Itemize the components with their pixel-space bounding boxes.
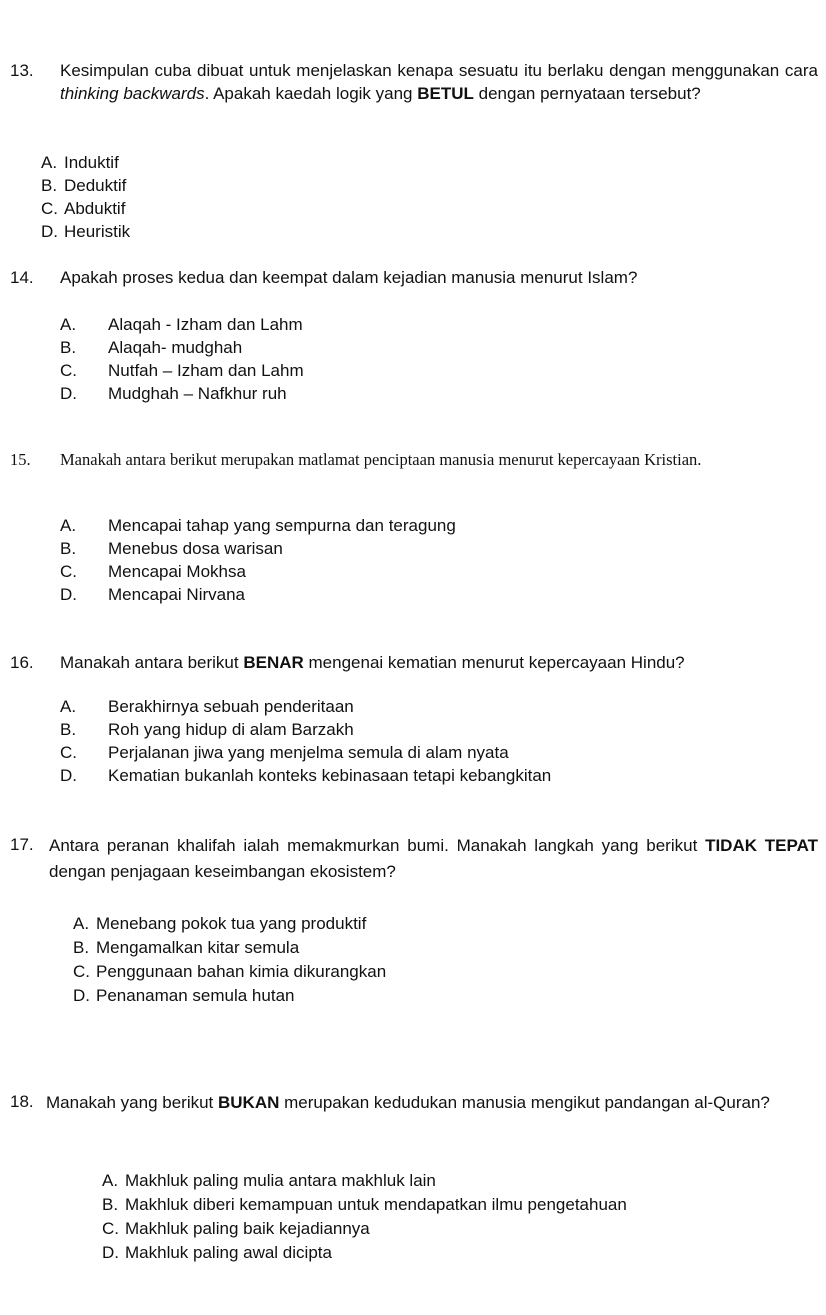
question-15: 15. Manakah antara berikut merupakan matlamat penciptaan manusia menurut kepercayaan Kristian. A. Mencapai tahap yang sempurna dan teragung B. Menebus dosa warisan C. Mencapai Mokhsa D. Mencapai Nirvana: [10, 448, 818, 471]
question-stem: [10, 448, 818, 471]
question-18: 18. Manakah yang berikut BUKAN merupakan kedudukan manusia mengikut pandangan al-Quran? A. Makhluk paling mulia antara makhluk lain B. Makhluk diberi kemampuan untuk mendapatkan ilmu pengetahuan C. Makhluk paling baik kejadiannya D. Makhluk paling awal dicipta: [10, 1090, 818, 1116]
question-number: 16.: [10, 653, 34, 672]
question-17: 17. Antara peranan khalifah ialah memakmurkan bumi. Manakah langkah yang berikut TIDAK TEPAT dengan penjagaan keseimbangan ekosistem? A. Menebang pokok tua yang produktif B. Mengamalkan kitar semula C. Penggunaan bahan kimia dikurangkan D. Penanaman semula hutan: [10, 835, 818, 1005]
stem-text: dengan pernyataan tersebut?: [473, 84, 701, 103]
question-number: 17.: [10, 835, 34, 854]
question-stem: [10, 266, 818, 289]
stem-text: dengan penjagaan keseimbangan ekosistem?: [49, 862, 396, 881]
question-stem: [10, 651, 818, 674]
stem-text: Apakah proses kedua dan keempat dalam kejadian manusia menurut Islam?: [60, 268, 638, 287]
question-14: 14. Apakah proses kedua dan keempat dalam kejadian manusia menurut Islam? A. Alaqah - Izham dan Lahm B. Alaqah- mudghah C. Nutfah – Izham dan Lahm D. Mudghah – Nafkhur ruh: [10, 266, 818, 289]
stem-bold: TIDAK TEPAT: [705, 836, 818, 855]
stem-emphasis: thinking backwards: [60, 84, 205, 103]
stem-text: merupakan kedudukan manusia mengikut pandangan al-Quran?: [279, 1093, 770, 1112]
question-number: 15.: [10, 450, 31, 469]
question-number: 13.: [10, 61, 34, 80]
stem-text: Kesimpulan cuba dibuat untuk menjelaskan kenapa sesuatu itu berlaku dengan menggunakan cara: [60, 61, 818, 80]
stem-text: Antara peranan khalifah ialah memakmurkan bumi. Manakah langkah yang berikut: [49, 836, 706, 855]
question-16: 16. Manakah antara berikut BENAR mengenai kematian menurut kepercayaan Hindu? A. Berakhirnya sebuah penderitaan B. Roh yang hidup di alam Barzakh C. Perjalanan jiwa yang menjelma semula di alam nyata D. Kematian bukanlah konteks kebinasaan tetapi kebangkitan: [10, 651, 818, 674]
stem-text: . Apakah kaedah logik yang: [204, 84, 418, 103]
stem-bold: BETUL: [417, 84, 474, 103]
question-number: 14.: [10, 268, 34, 287]
stem-text: Manakah yang berikut: [46, 1093, 218, 1112]
stem-bold: BENAR: [243, 653, 304, 672]
stem-bold: BUKAN: [218, 1093, 280, 1112]
question-number: 18.: [10, 1092, 34, 1111]
stem-text: mengenai kematian menurut kepercayaan Hindu?: [303, 653, 685, 672]
stem-text: Manakah antara berikut: [60, 653, 244, 672]
question-stem: [10, 1090, 818, 1116]
question-13: 13. Kesimpulan cuba dibuat untuk menjelaskan kenapa sesuatu itu berlaku dengan menggunakan cara thinking backwards. Apakah kaedah logik yang BETUL dengan pernyataan tersebut? A. Induktif B. Deduktif C. Abduktif D. Heuristik: [10, 61, 818, 241]
stem-text: Manakah antara berikut merupakan matlamat penciptaan manusia menurut kepercayaan Kristian.: [60, 450, 702, 469]
